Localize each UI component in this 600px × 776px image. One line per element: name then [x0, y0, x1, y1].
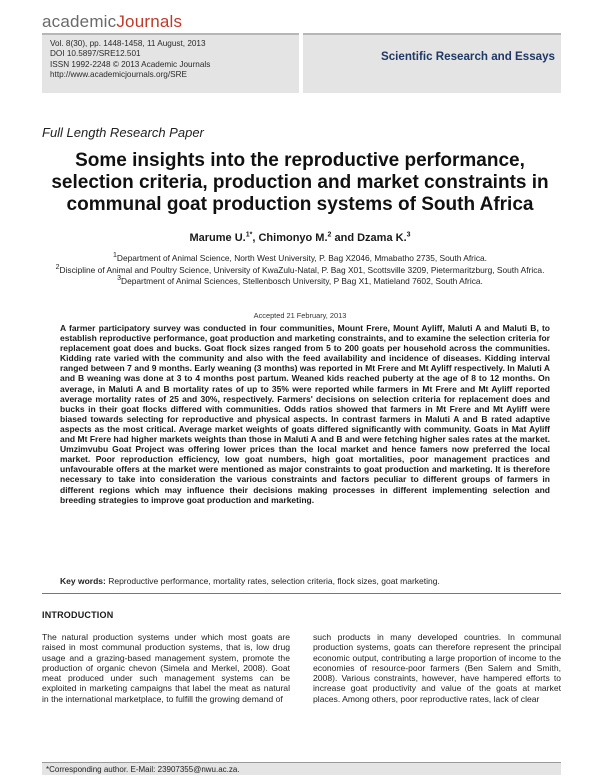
logo-text-journals: Journals [116, 12, 183, 31]
affiliation-text: Department of Animal Sciences, Stellenbosch University, P Bag X1, Matieland 7602, South Africa. [121, 276, 483, 286]
paper-title: Some insights into the reproductive performance, selection criteria, production and market constraints in communal goat production systems of South Africa [51, 150, 549, 215]
author-name: Dzama K. [357, 232, 407, 244]
journal-url[interactable]: http://www.academicjournals.org/SRE [50, 69, 187, 79]
intro-left-column: The natural production systems under which most goats are raised in most communal production systems, that is, low drug usage and a grazing-based management system, promote the production of organic chevon (Simela and Merkel, 2008). Goat meat produced under such management systems can be exploited in marketing campaigns that label the meat as natural in the international marketplace, to fulfill the growing demand of [42, 632, 290, 704]
author-name: Chimonyo M. [258, 232, 328, 244]
affiliation-number: 2 [55, 263, 60, 271]
author-affil-number: 1 [245, 231, 250, 239]
volume-line: Vol. 8(30), pp. 1448-1458, 11 August, 2013 [50, 39, 206, 48]
intro-right-column: such products in many developed countries. In communal production systems, goats can therefore represent the principal economic output, contributing a large proportion of income to the economies of resource-poor farmers (Ben Salem and Smith, 2008). Various constraints, however, have hampered efforts to increase goat productivity and value of the goats at market places. Among others, poor reproductive rates, lack of clear [313, 632, 561, 704]
affiliation [40, 253, 560, 265]
journal-name: Scientific Research and Essays [381, 50, 555, 63]
issn-line: ISSN 1992-2248 © 2013 Academic Journals [50, 59, 211, 69]
section-divider [42, 593, 561, 594]
affiliation-number: 3 [117, 275, 122, 283]
corresponding-author-footnote: *Corresponding author. E-Mail: 23907355@nwu.ac.za. [42, 762, 561, 775]
abstract: A farmer participatory survey was conducted in four communities, Mount Frere, Mount Ayliff, Maluti A and Maluti B, to establish reproductive performance, goat production and marketing constraints, and to examine the selection criteria for replacement goat does and bucks. Goat flock sizes ranged from 5 to 200 goats per household across the communities. Kidding rate varied with the community and also with the feed availability and incidence of diseases. Kidding interval ranged between 7 and 9 months. Early weaning (3 months) was reported in Mt Frere and Mt Ayliff respectively. In Maluti A and B weaning was done at 3 to 4 months post partum. Weaned kids reached puberty at the age of 8 to 12 months. On average, in Maluti A and B mortality rates of up to 35% were reported while farmers in Mt Frere and Mt Ayliff reported average mortality rates of 25 and 30%, respectively. Farmers' decisions on selection criteria for replacement does and bucks in their goat flocks differed with communities. Odds ratios showed that farmers in Mt Frere and Mt Ayliff were biased towards selecting for reproductive and physical aspects. In contrast farmers in Maluti A and B rated adaptive aspects as the most critical. Average market weights of goats differed significantly with community. Goats in Mat Ayliff and Mt Frere had higher markets weights than those in Maluti A and B and were fetching higher sales rates at the market. Umzimvubu Goat Project was offering lower prices than the local market and hence famers now preferred the local market. Poor reproduction efficiency, low goat numbers, high goat mortalities, poor management practices and unfavourable offers at the market were mentioned as major constraints to goat production and marketing. It is therefore necessary to take into consideration the various constraints and factors peculiar to different groups of farmers in different regions which may influence their decisions making processes in different implementing selection and breeding strategies to improve goat production and marketing. [60, 323, 550, 505]
keywords-label: Key words: [60, 576, 106, 586]
citation-box [42, 33, 299, 93]
affiliations [40, 253, 560, 288]
author-affil-number: 3 [406, 231, 411, 239]
accepted-date: Accepted 21 February, 2013 [253, 311, 347, 320]
introduction-heading: INTRODUCTION [42, 610, 114, 620]
journal-name-box [303, 33, 561, 93]
affiliation-text: Discipline of Animal and Poultry Science, University of KwaZulu-Natal, P. Bag X01, Scottsville 3209, Pietermaritzburg, South Africa. [59, 264, 545, 275]
affiliation-number: 1 [113, 252, 117, 260]
logo-text-academic: academic [42, 12, 117, 31]
keywords [60, 576, 550, 586]
affiliation-text: Department of Animal Science, North West University, P. Bag X2046, Mmabatho 2735, South Africa. [116, 253, 487, 263]
author-separator: , [252, 232, 259, 244]
journal-logo [42, 12, 182, 32]
author-name: Marume U. [189, 232, 246, 244]
paper-type: Full Length Research Paper [42, 125, 204, 140]
author-separator: and [331, 232, 358, 244]
author-affil-number: 2 [327, 231, 332, 239]
keywords-text: Reproductive performance, mortality rates, selection criteria, flock sizes, goat marketing. [108, 576, 440, 586]
doi-line: DOI 10.5897/SRE12.501 [50, 49, 141, 59]
affiliation [40, 276, 560, 288]
corresponding-marker: * [249, 231, 253, 239]
author-list [40, 232, 560, 244]
